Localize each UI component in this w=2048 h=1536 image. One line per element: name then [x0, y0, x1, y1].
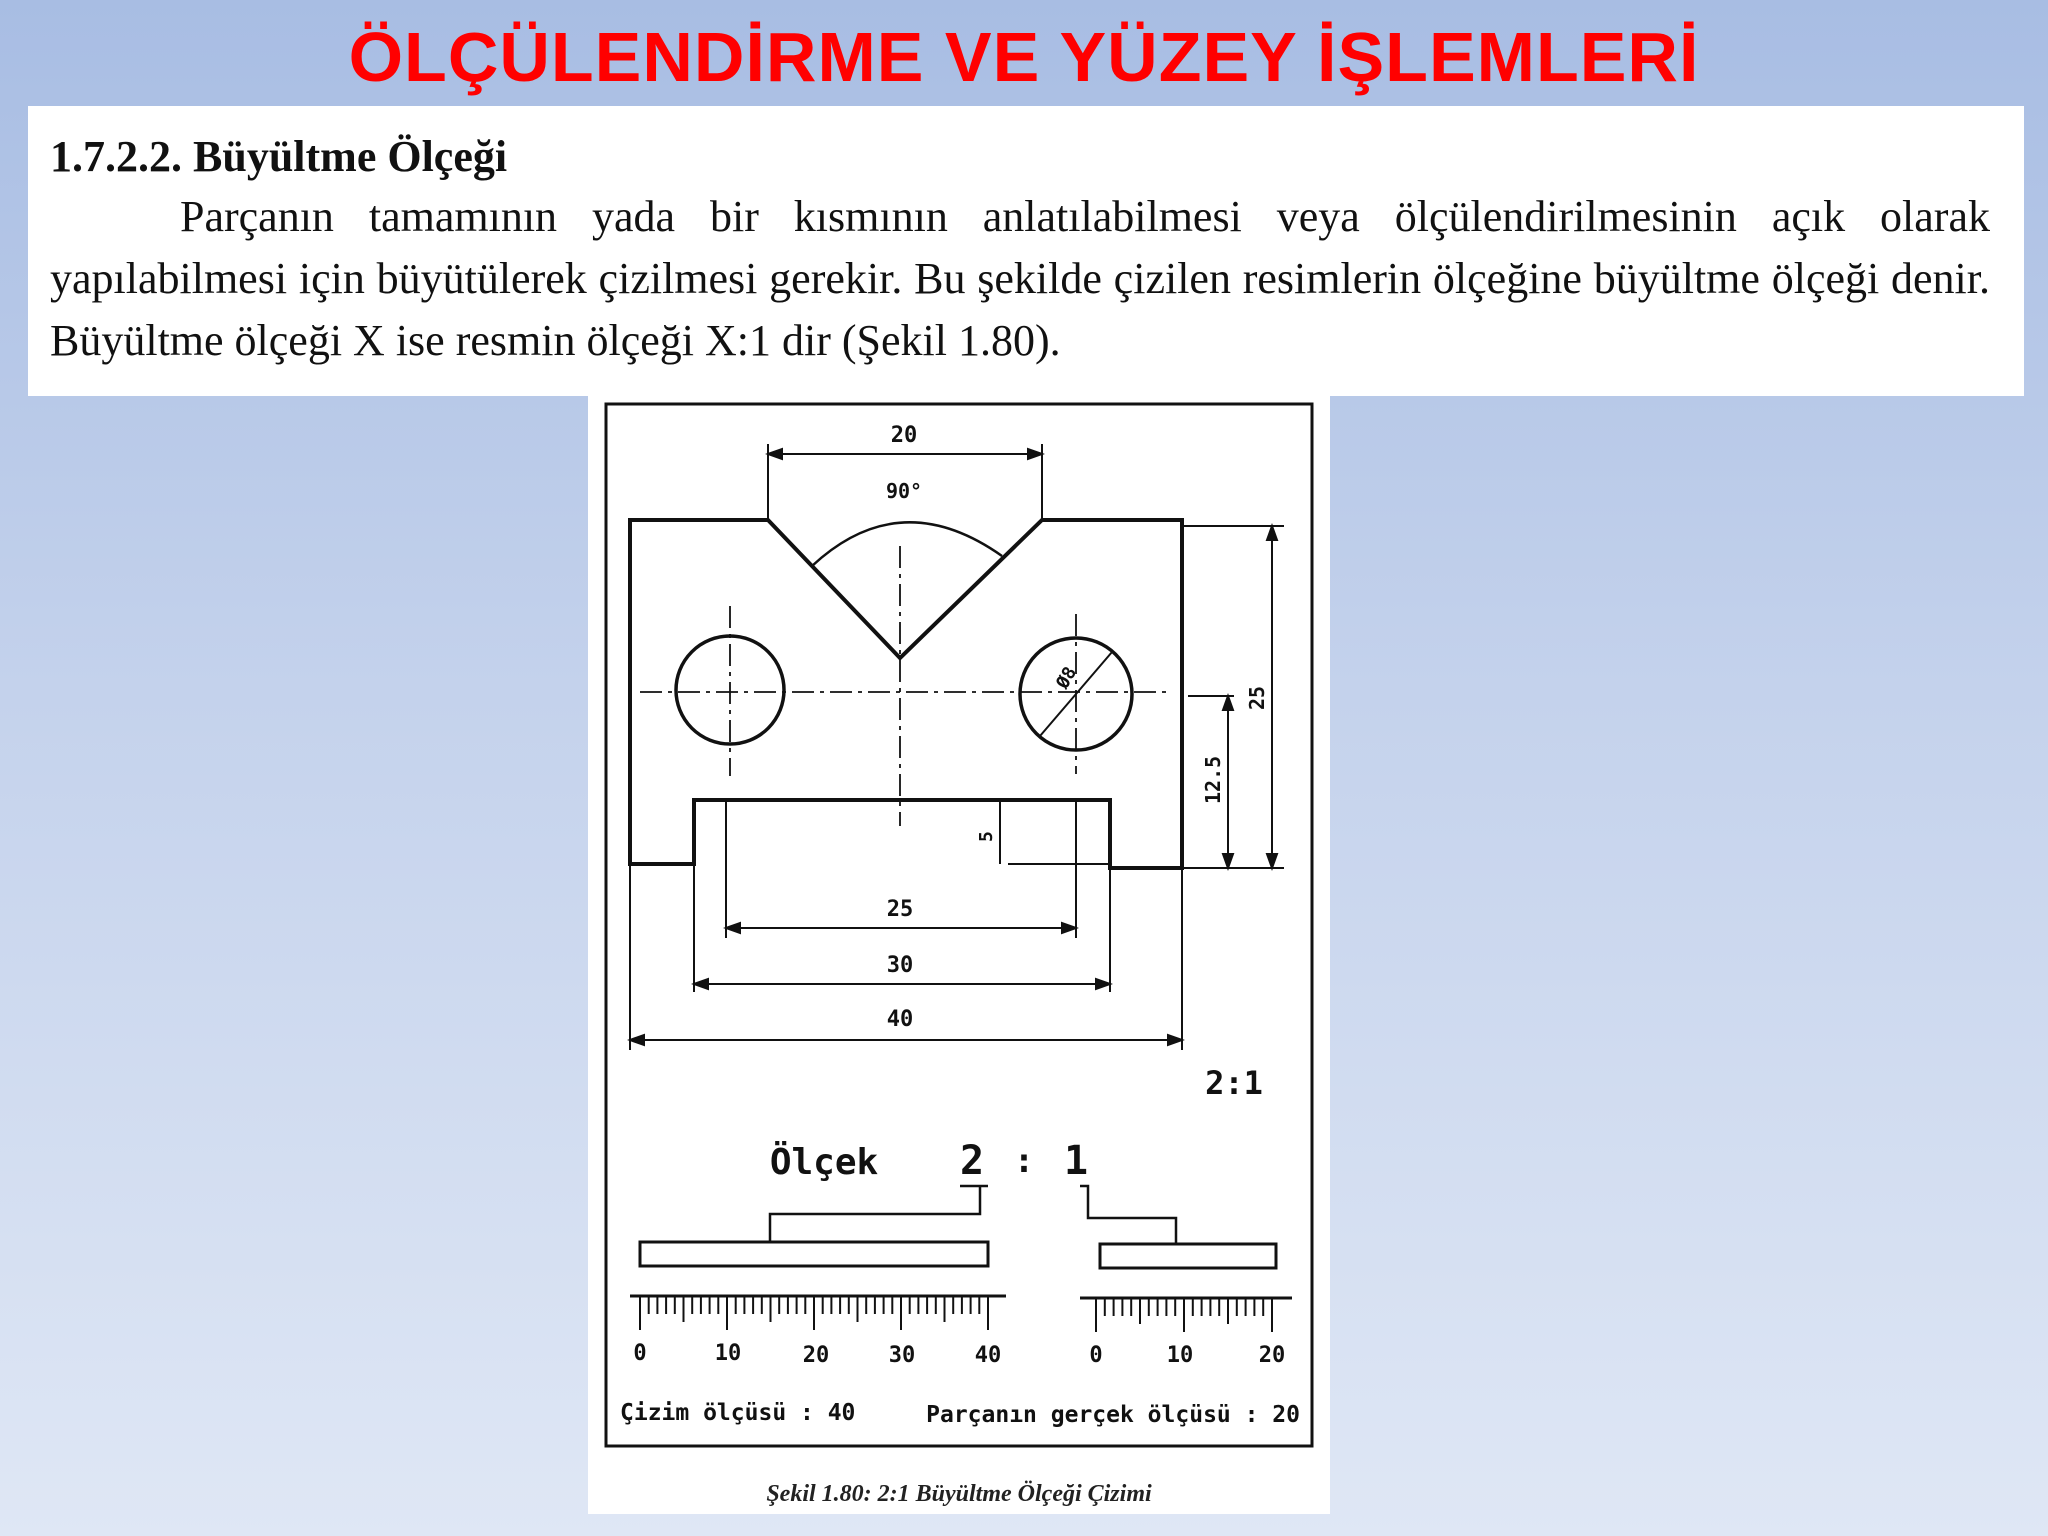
slide-title: ÖLÇÜLENDİRME VE YÜZEY İŞLEMLERİ: [348, 18, 1700, 96]
dim-slot-width-label: 30: [886, 953, 914, 978]
ruler-right-tick-1: 10: [1166, 1343, 1194, 1368]
ruler-left: [630, 1296, 1006, 1330]
ruler-right: [1080, 1298, 1292, 1332]
scale-legend-label: Ölçek: [769, 1142, 879, 1183]
dim-diameter-label: Ø8: [1052, 663, 1082, 693]
section-body: Parçanın tamamının yada bir kısmının anlatılabilmesi veya ölçülendirilmesinin açık olarak yapılabilmesi için büyütülerek çizilmesi gerekir. Bu şekilde çizilen resimlerin ölçeğine büyültme ölçeği denir. Büyültme ölçeği X ise resmin ölçeği X:1 dir (Şekil 1.80).: [50, 192, 1990, 365]
drawing-size-label: Çizim ölçüsü : 40: [620, 1400, 856, 1426]
dim-height-total-label: 25: [1245, 685, 1269, 710]
ruler-left-tick-0: 0: [633, 1341, 647, 1366]
text-panel: [28, 106, 2024, 396]
dim-height-half-label: 12.5: [1201, 755, 1225, 804]
dim-total-width-label: 40: [886, 1007, 914, 1032]
ruler-left-tick-1: 10: [714, 1341, 742, 1366]
real-bar: [1100, 1244, 1276, 1268]
ruler-left-tick-3: 30: [888, 1343, 916, 1368]
dim-slot-depth-label: 5: [976, 831, 997, 842]
technical-drawing: [588, 396, 1330, 1514]
ruler-left-tick-2: 20: [802, 1343, 830, 1368]
real-size-label: Parçanın gerçek ölçüsü : 20: [926, 1402, 1300, 1428]
dim-slot-depth: [1000, 800, 1108, 864]
scale-legend-separator: :: [1013, 1141, 1035, 1181]
drawing-frame: [606, 404, 1312, 1446]
scale-leaders: [770, 1186, 1176, 1244]
part-outline: [630, 520, 1182, 868]
scale-legend-denominator: 1: [1063, 1138, 1089, 1184]
center-lines: [640, 546, 1166, 826]
ruler-left-tick-4: 40: [974, 1343, 1002, 1368]
ruler-right-tick-0: 0: [1089, 1343, 1103, 1368]
figure-caption: Şekil 1.80: 2:1 Büyültme Ölçeği Çizimi: [766, 1481, 1152, 1507]
scale-note: 2:1: [1205, 1064, 1263, 1102]
figure-panel: [588, 396, 1330, 1514]
drawing-bar: [640, 1242, 988, 1266]
dim-angle-label: 90°: [885, 479, 923, 503]
section-heading: 1.7.2.2. Büyültme Ölçeği: [50, 132, 508, 181]
dim-inner-width-label: 25: [886, 897, 914, 922]
scale-legend-numerator: 2: [959, 1138, 985, 1184]
ruler-right-tick-2: 20: [1258, 1343, 1286, 1368]
angle-arc: [812, 522, 1002, 566]
dim-top-width-label: 20: [890, 423, 918, 448]
